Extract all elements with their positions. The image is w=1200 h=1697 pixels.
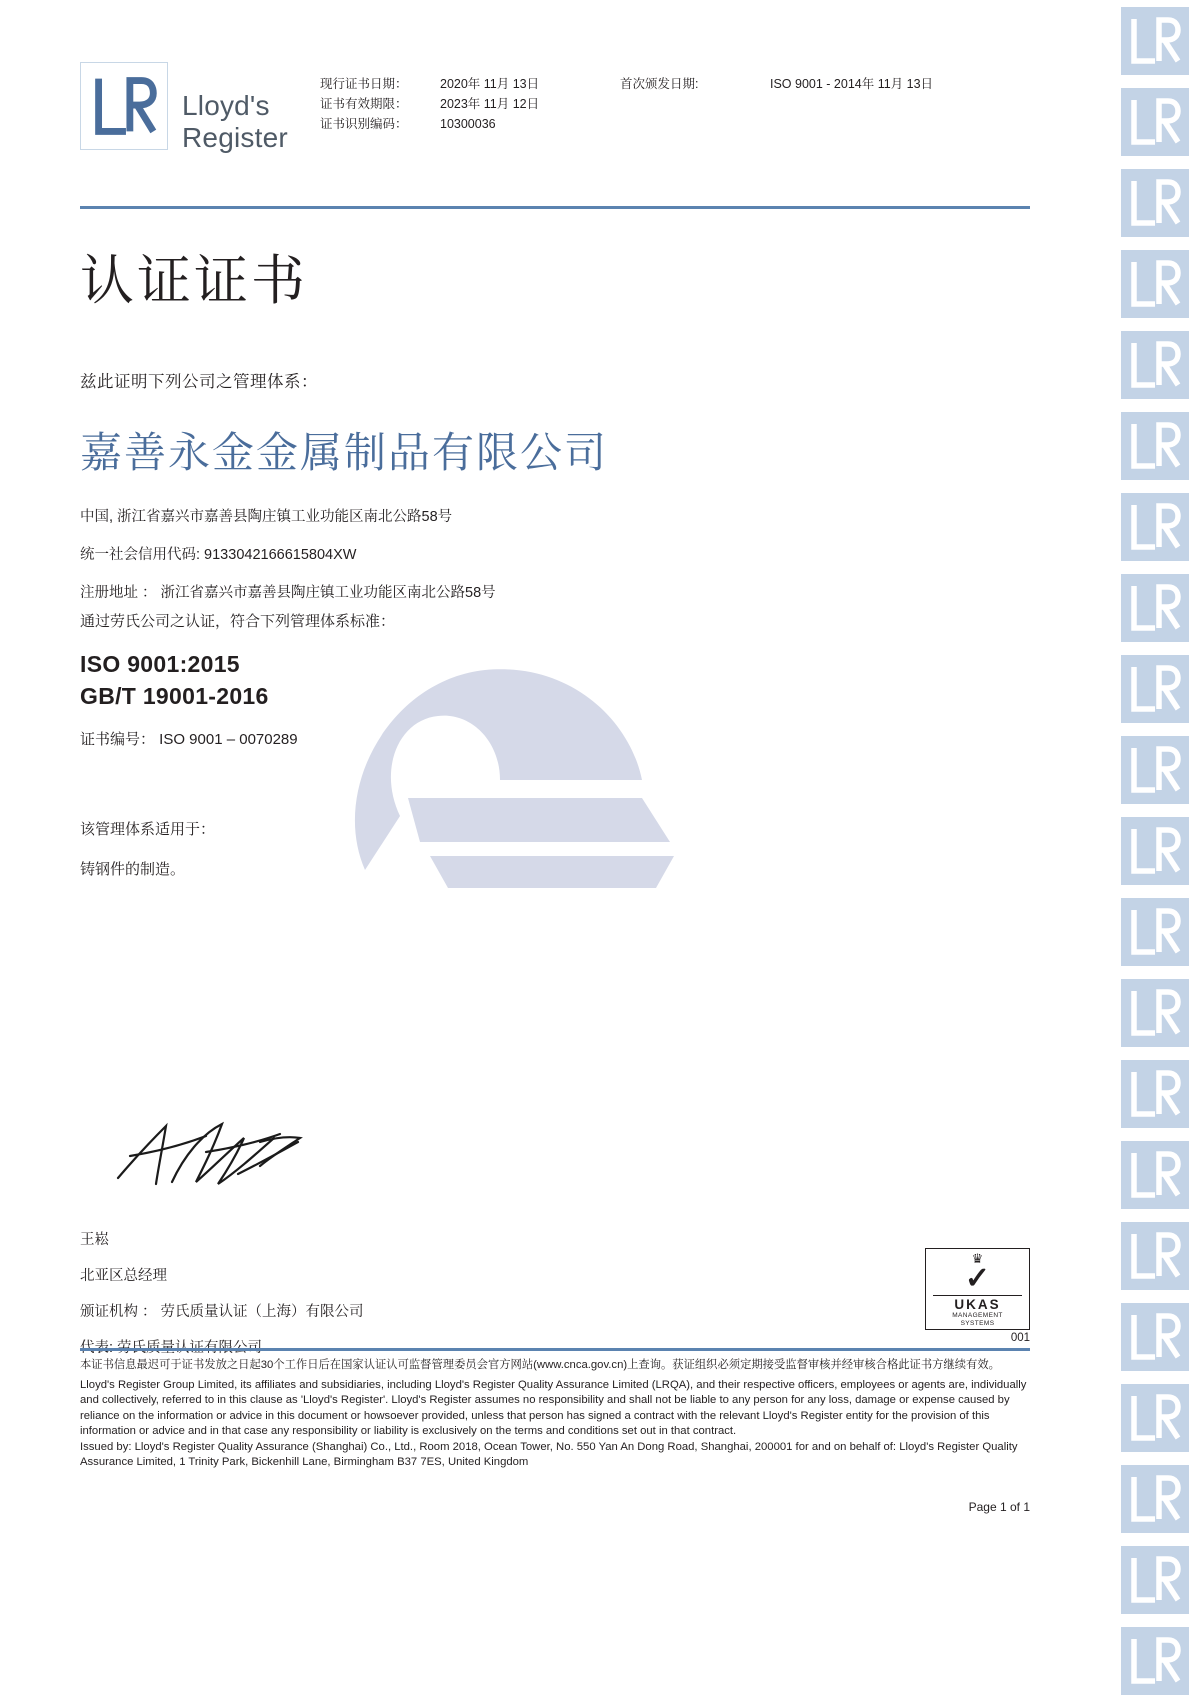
- company-credit-code: 统一社会信用代码: 9133042166615804XW: [80, 547, 357, 563]
- lr-monogram-tile-icon: [1121, 979, 1189, 1047]
- certificate-number: 证书编号： ISO 9001 – 0070289: [80, 731, 298, 748]
- scope-text: 铸钢件的制造。: [80, 861, 186, 878]
- lr-monogram-tile-icon: [1121, 1141, 1189, 1209]
- footer-disclaimer: Lloyd's Register Group Limited, its affiliates and subsidiaries, including Lloyd's Register Quality Assurance Limited (LRQA), and their respective officers, employees or agents are, individually and collectively, referred to in this clause as 'Lloyd's Register'. Lloyd's Register assumes no responsibility and shall not be liable to any person for any loss, damage or expense caused by reliance on the information or advice in this document or howsoever provided, unless that person has signed a contract with the relevant Lloyd's Register entity for the provision of this information or advice and in that case any responsibility or liability is exclusively on the terms and conditions set out in that contract.: [80, 1378, 1027, 1437]
- checkmark-icon: ✓: [964, 1262, 991, 1295]
- edge-security-pattern: [1110, 0, 1200, 1697]
- lead-text: 兹此证明下列公司之管理体系：: [80, 373, 318, 391]
- company-address: 中国, 浙江省嘉兴市嘉善县陶庄镇工业功能区南北公路58号: [80, 509, 453, 525]
- lr-monogram-tile-icon: [1121, 817, 1189, 885]
- lr-monogram-tile-icon: [1121, 1546, 1189, 1614]
- meta-values-left: [440, 74, 620, 134]
- certificate-meta: [320, 62, 1030, 134]
- ukas-subline-2: SYSTEMS: [960, 1320, 995, 1327]
- meta-label-current-date: 现行证书日期：: [320, 77, 408, 91]
- lr-monogram-tile-icon: [1121, 169, 1189, 237]
- meta-value-valid-until: 2023年 11月 12日: [440, 97, 540, 111]
- lr-monogram-tile-icon: [1121, 736, 1189, 804]
- ukas-accreditation-mark: [925, 1248, 1030, 1330]
- issuing-body: 颁证机构 ： 劳氏质量认证（上海）有限公司: [80, 1304, 364, 1320]
- page-title: 认证证书: [80, 251, 308, 311]
- signatory-name: 王崧: [80, 1232, 109, 1248]
- brand-logo: [80, 62, 300, 154]
- signatory-title: 北亚区总经理: [80, 1268, 167, 1284]
- ukas-subline-1: MANAGEMENT: [952, 1312, 1003, 1319]
- brand-line-2: Register: [182, 122, 288, 153]
- meta-values-right: [770, 74, 1030, 134]
- lr-monogram-tile-icon: [1121, 655, 1189, 723]
- lr-monogram-tile-icon: [1121, 1627, 1189, 1695]
- meta-label-first-issue: 首次颁发日期:: [620, 77, 699, 91]
- brand-wordmark: [182, 62, 288, 154]
- meta-labels-right: [620, 74, 770, 134]
- footer-chinese-note: 本证书信息最迟可于证书发放之日起30个工作日后在国家认证认可监督管理委员会官方网站(www.cnca.gov.cn)上查询。获证组织必须定期接受监督审核并经审核合格此证书方继续有效。: [80, 1359, 1000, 1371]
- lr-monogram-tile-icon: [1121, 1384, 1189, 1452]
- lr-monogram-tile-icon: [1121, 331, 1189, 399]
- scope-label: 该管理体系适用于：: [80, 821, 216, 838]
- standard-iso9001: ISO 9001:2015: [80, 651, 240, 677]
- standards-list: [80, 648, 269, 712]
- crown-icon: ♛: [971, 1251, 984, 1266]
- footer-divider: [80, 1348, 1030, 1351]
- lr-monogram-tile-icon: [1121, 88, 1189, 156]
- standards-intro: 通过劳氏公司之认证，符合下列管理体系标准：: [80, 613, 396, 630]
- footer-notes: [80, 1358, 1030, 1471]
- document-header: [80, 62, 1030, 154]
- ukas-wordmark: UKAS: [933, 1295, 1022, 1312]
- company-registered-address: 注册地址 ： 浙江省嘉兴市嘉善县陶庄镇工业功能区南北公路58号: [80, 585, 496, 601]
- lr-monogram-icon: [80, 62, 168, 150]
- lr-monogram-tile-icon: [1121, 412, 1189, 480]
- company-details: [80, 498, 496, 612]
- lr-monogram-tile-icon: [1121, 250, 1189, 318]
- standard-gbt19001: GB/T 19001-2016: [80, 683, 269, 709]
- lr-monogram-tile-icon: [1121, 1222, 1189, 1290]
- lr-monogram-tile-icon: [1121, 1303, 1189, 1371]
- footer-issued-by: Issued by: Lloyd's Register Quality Assurance (Shanghai) Co., Ltd., Room 2018, Ocean Tower, No. 550 Yan An Dong Road, Shanghai, 200001 for and on behalf of: Lloyd's Register Quality Assurance Limited, 1 Trinity Park, Bickenhill Lane, Birmingham B37 7ES, United Kingdom: [80, 1440, 1018, 1468]
- lr-swoosh-watermark-icon: [270, 620, 700, 950]
- lr-monogram-tile-icon: [1121, 1465, 1189, 1533]
- meta-value-first-issue: ISO 9001 - 2014年 11月 13日: [770, 77, 934, 91]
- meta-label-identifier: 证书识别编码：: [320, 117, 408, 131]
- lr-monogram-tile-icon: [1121, 493, 1189, 561]
- handwritten-signature: [110, 1112, 330, 1202]
- company-name: 嘉善永金金属制品有限公司: [80, 429, 609, 476]
- lr-monogram-tile-icon: [1121, 898, 1189, 966]
- meta-labels-left: [320, 74, 440, 134]
- brand-line-1: Lloyd's: [182, 90, 270, 121]
- lr-monogram-tile-icon: [1121, 574, 1189, 642]
- ukas-number: 001: [1010, 1332, 1030, 1344]
- page-number: Page 1 of 1: [968, 1500, 1030, 1514]
- meta-label-valid-until: 证书有效期限：: [320, 97, 408, 111]
- lr-monogram-tile-icon: [1121, 7, 1189, 75]
- meta-value-current-date: 2020年 11月 13日: [440, 77, 540, 91]
- lr-monogram-tile-icon: [1121, 1060, 1189, 1128]
- meta-value-identifier: 10300036: [440, 117, 496, 131]
- header-divider: [80, 206, 1030, 209]
- signatory-block: [80, 1222, 364, 1366]
